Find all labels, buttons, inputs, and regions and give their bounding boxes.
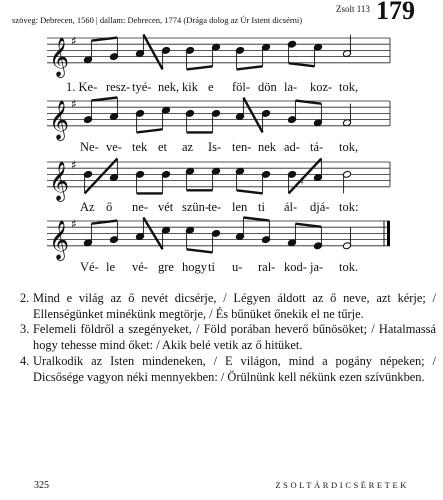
lyric-syllable: ti bbox=[258, 200, 265, 214]
lyric-syllable: ja- bbox=[310, 260, 324, 274]
running-title: ZSOLTÁRDICSÉRETEK bbox=[275, 480, 409, 490]
lyric-syllable: dön bbox=[258, 80, 277, 94]
lyric-syllable: ne- bbox=[132, 200, 148, 214]
verse-number: 2. bbox=[20, 291, 30, 305]
verse-number: 4. bbox=[20, 353, 30, 368]
lyric-syllable: az bbox=[182, 140, 194, 154]
lyric-syllable: Vé- bbox=[80, 260, 99, 274]
lyric-syllable: resz- bbox=[106, 80, 131, 94]
lyric-syllable: 1. Ke- bbox=[66, 80, 98, 94]
beam bbox=[187, 249, 213, 252]
verse-number: 3. bbox=[20, 322, 30, 337]
verse-text: Felemeli földről a szegényeket, / Föld porában heverő bűnösöket; / Hatalmassá hogy tehesse mind őket: / Akik belé vetik az ő hitüket. bbox=[33, 322, 436, 353]
lyric-line-2 bbox=[0, 140, 443, 158]
lyric-syllable: hogy bbox=[182, 260, 207, 274]
lyric-syllable: szün- bbox=[182, 200, 210, 214]
beam bbox=[243, 98, 262, 133]
beam bbox=[289, 63, 315, 66]
lyric-syllable: tyé- bbox=[132, 80, 152, 94]
sharp-icon: ♯ bbox=[71, 158, 77, 172]
source-line: szöveg: Debrecen, 1560 | dallam: Debrecen, 1774 (Drága dolog az Úr Istent dicsérni) bbox=[12, 15, 303, 25]
sharp-icon: ♯ bbox=[71, 217, 77, 231]
lyric-syllable: föl- bbox=[232, 80, 251, 94]
lyric-syllable: djá- bbox=[310, 200, 330, 214]
lyric-syllable: kik bbox=[182, 80, 198, 94]
lyric-syllable: le bbox=[106, 260, 116, 274]
treble-clef-icon: 𝄞 bbox=[49, 219, 70, 260]
lyric-syllable: len bbox=[232, 200, 248, 214]
lyric-syllable: tok: bbox=[339, 200, 359, 214]
lyric-syllable: nek bbox=[258, 140, 277, 154]
lyric-line-4 bbox=[0, 260, 443, 278]
lyric-syllable: ti bbox=[208, 260, 215, 274]
lyric-syllable: vé- bbox=[132, 260, 148, 274]
verse-2 bbox=[20, 291, 436, 322]
lyric-syllable: ral- bbox=[258, 260, 276, 274]
sharp-icon: ♯ bbox=[71, 97, 77, 111]
lyric-syllable: e bbox=[208, 80, 214, 94]
final-barline bbox=[387, 221, 390, 246]
lyric-syllable: Az bbox=[80, 200, 95, 214]
lyric-syllable: la- bbox=[284, 80, 298, 94]
natural-icon: ♮ bbox=[300, 174, 304, 188]
lyric-syllable: et bbox=[158, 140, 168, 154]
lyric-syllable: u- bbox=[232, 260, 243, 274]
lyric-syllable: ten- bbox=[232, 140, 252, 154]
lyric-syllable: nek, bbox=[158, 80, 180, 94]
beam bbox=[143, 35, 162, 70]
beam bbox=[237, 190, 263, 193]
treble-clef-icon: 𝄞 bbox=[49, 36, 70, 77]
lyric-syllable: tok. bbox=[339, 260, 359, 274]
psalm-reference: Zsolt 113 bbox=[336, 4, 370, 14]
lyric-syllable: kod- bbox=[284, 260, 307, 274]
treble-clef-icon: 𝄞 bbox=[49, 99, 70, 140]
lyric-syllable: tá- bbox=[310, 140, 324, 154]
lyric-line-3 bbox=[0, 200, 443, 218]
page-number: 325 bbox=[34, 480, 49, 491]
beam bbox=[187, 66, 213, 69]
verse-4 bbox=[20, 354, 436, 385]
lyric-syllable: gre bbox=[158, 260, 174, 274]
beam bbox=[137, 129, 163, 132]
beam bbox=[237, 66, 263, 69]
verse-3 bbox=[20, 322, 436, 353]
lyric-syllable: ve- bbox=[106, 140, 122, 154]
lyric-syllable: tek bbox=[132, 140, 148, 154]
lyric-syllable: te- bbox=[208, 200, 222, 214]
lyric-syllable: ad- bbox=[284, 140, 300, 154]
sharp-icon: ♯ bbox=[71, 34, 77, 48]
lyric-syllable: Ne- bbox=[80, 140, 99, 154]
lyric-syllable: tok, bbox=[339, 140, 359, 154]
lyric-syllable: vét bbox=[158, 200, 174, 214]
lyric-line-1 bbox=[0, 80, 443, 98]
lyric-syllable: ő bbox=[106, 200, 113, 214]
verses-block bbox=[20, 291, 436, 385]
lyric-syllable: ál- bbox=[284, 200, 298, 214]
lyric-syllable: Is- bbox=[208, 140, 222, 154]
lyric-syllable: koz- bbox=[310, 80, 333, 94]
verse-text: Uralkodik az Isten mindeneken, / E világon, mind a pogány népeken; / Dicsősége vagyon néki mennyekben: / Örülnünk kell nékünk ezen szívünkben. bbox=[33, 353, 436, 384]
treble-clef-icon: 𝄞 bbox=[49, 160, 70, 201]
verse-text: Mind e világ az ő nevét dicsérje, / Légyen áldott az ő neve, azt kérje; / Ellenségünket minékünk megtörje, / És bűnüket őnekik el ne tűrje. bbox=[33, 291, 436, 321]
beam bbox=[295, 224, 321, 227]
lyric-syllable: tok, bbox=[339, 80, 359, 94]
hymn-number: 179 bbox=[376, 0, 415, 25]
